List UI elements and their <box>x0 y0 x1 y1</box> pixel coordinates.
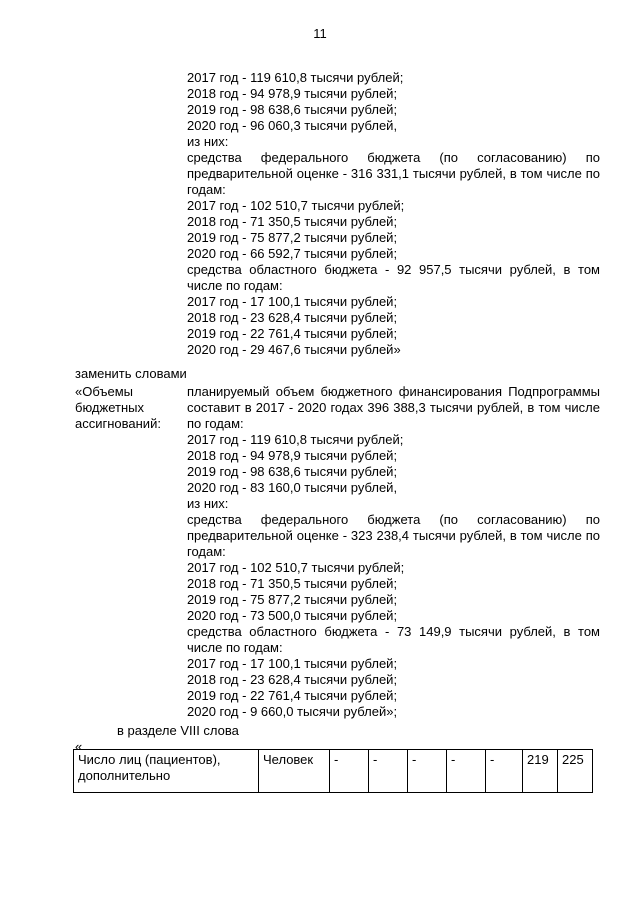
text-line: 2019 год - 98 638,6 тысячи рублей; <box>187 102 398 117</box>
text-line: 2019 год - 75 877,2 тысячи рублей; <box>187 592 398 607</box>
table-row <box>74 750 593 793</box>
old-financing-block <box>187 70 600 358</box>
value-cell: - <box>447 750 486 793</box>
new-financing-block <box>187 384 600 720</box>
text-line: 2017 год - 102 510,7 тысячи рублей; <box>187 560 405 575</box>
text-line: 2020 год - 29 467,6 тысячи рублей» <box>187 342 401 357</box>
paragraph: планируемый объем бюджетного финансирования Подпрограммы составит в 2017 - 2020 годах 396 388,3 тысячи рублей, в том числе по годам: <box>187 384 600 431</box>
page-number: 11 <box>313 26 327 41</box>
text-line: 2018 год - 23 628,4 тысячи рублей; <box>187 310 398 325</box>
text-line: 2018 год - 94 978,9 тысячи рублей; <box>187 448 398 463</box>
value-cell: 219 <box>523 750 558 793</box>
replace-phrase: заменить словами <box>75 366 187 381</box>
section-phrase: в разделе VIII слова <box>117 723 239 738</box>
value-cell: 225 <box>558 750 593 793</box>
text-line: 2017 год - 17 100,1 тысячи рублей; <box>187 656 398 671</box>
text-line: 2020 год - 73 500,0 тысячи рублей; <box>187 608 398 623</box>
value-cell: - <box>486 750 523 793</box>
value-cell: - <box>369 750 408 793</box>
text-line: 2018 год - 94 978,9 тысячи рублей; <box>187 86 398 101</box>
paragraph: средства федерального бюджета (по согласованию) по предварительной оценке - 316 331,1 тысячи рублей, в том числе по годам: <box>187 150 600 197</box>
indicator-table <box>73 749 593 793</box>
text-line: 2019 год - 22 761,4 тысячи рублей; <box>187 326 398 341</box>
text-line: 2017 год - 119 610,8 тысячи рублей; <box>187 70 404 85</box>
open-quote: « <box>75 739 83 754</box>
text-line: из них: <box>187 496 229 511</box>
text-line: из них: <box>187 134 229 149</box>
value-cell: - <box>408 750 447 793</box>
indicator-label: Число лиц (пациентов), дополнительно <box>74 750 259 793</box>
label-line: «Объемы <box>75 384 133 399</box>
paragraph: средства областного бюджета - 92 957,5 тысячи рублей, в том числе по годам: <box>187 262 600 293</box>
text-line: 2017 год - 119 610,8 тысячи рублей; <box>187 432 404 447</box>
value-cell: - <box>330 750 369 793</box>
text-line: 2017 год - 17 100,1 тысячи рублей; <box>187 294 398 309</box>
text-line: 2020 год - 9 660,0 тысячи рублей»; <box>187 704 398 719</box>
budget-label <box>75 384 185 432</box>
text-line: 2019 год - 75 877,2 тысячи рублей; <box>187 230 398 245</box>
text-line: 2018 год - 23 628,4 тысячи рублей; <box>187 672 398 687</box>
text-line: 2018 год - 71 350,5 тысячи рублей; <box>187 214 398 229</box>
text-line: 2020 год - 66 592,7 тысячи рублей; <box>187 246 398 261</box>
text-line: 2020 год - 83 160,0 тысячи рублей, <box>187 480 398 495</box>
unit-cell: Человек <box>259 750 330 793</box>
label-line: ассигнований: <box>75 416 161 431</box>
paragraph: средства федерального бюджета (по согласованию) по предварительной оценке - 323 238,4 тысячи рублей, в том числе по годам: <box>187 512 600 559</box>
paragraph: средства областного бюджета - 73 149,9 тысячи рублей, в том числе по годам: <box>187 624 600 655</box>
text-line: 2019 год - 98 638,6 тысячи рублей; <box>187 464 398 479</box>
text-line: 2019 год - 22 761,4 тысячи рублей; <box>187 688 398 703</box>
text-line: 2018 год - 71 350,5 тысячи рублей; <box>187 576 398 591</box>
label-line: бюджетных <box>75 400 144 415</box>
text-line: 2017 год - 102 510,7 тысячи рублей; <box>187 198 405 213</box>
text-line: 2020 год - 96 060,3 тысячи рублей, <box>187 118 398 133</box>
